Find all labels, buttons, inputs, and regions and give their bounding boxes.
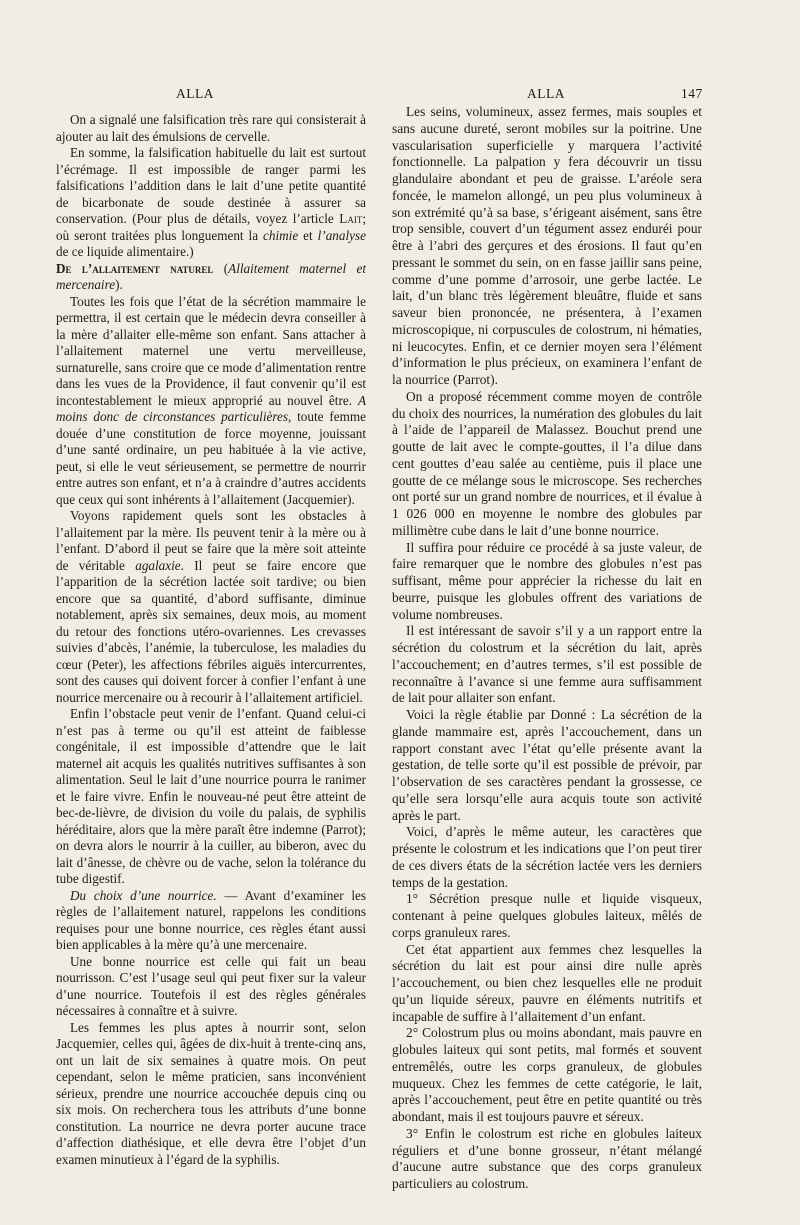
paragraph: 1° Sécrétion presque nulle et liquide visqueux, contenant à peine quelques globules laiteux, mêlés de corps granuleux rares.: [392, 891, 702, 940]
paragraph: 2° Colostrum plus ou moins abondant, mais pauvre en globules laiteux qui sont petits, mal formés et souvent entremêlés, outre les corps granuleux, de globules muqueux. Chez les femmes de cette catégorie, le lait, après l’accouchement, peut être en petite quantité ou très abondant, mais il est toujours pauvre et séreux.: [392, 1025, 702, 1124]
header-left-word: ALLA: [176, 86, 214, 101]
cross-reference-lait: Lait: [339, 211, 363, 226]
left-column: [56, 112, 366, 1168]
section-heading: De l’allaitement naturel (Allaitement maternel et mercenaire).: [56, 260, 366, 292]
paragraph: Cet état appartient aux femmes chez lesquelles la sécrétion du lait est pour ainsi dire nulle après l’accouchement, ou bien chez lesquelles elle ne produit qu’un liquide séreux, pauvre en éléments nutritifs et incapable de suffire à l’allaitement d’un enfant.: [392, 941, 702, 1024]
right-column: [392, 104, 702, 1193]
subsection-paragraph: Du choix d’une nourrice. — Avant d’examiner les règles de l’allaitement naturel, rappelons les conditions requises pour une bonne nourrice, ces règles étant aussi bien applicables à la mère qu’à une mercenaire.: [56, 887, 366, 952]
header-center-word: ALLA: [527, 86, 565, 101]
paragraph: Voici, d’après le même auteur, les caractères que présente le colostrum et les indications que l’on peut tirer de ces divers états de la sécrétion lactée vers les derniers temps de la gestation.: [392, 824, 702, 890]
paragraph: Il suffira pour réduire ce procédé à sa juste valeur, de faire remarquer que le nombre des globules n’est pas suffisant, même pour apprécier la richesse du lait en beurre, puisque les globules offrent des variations de volume nombreuses.: [392, 539, 702, 622]
page-number: 147: [681, 86, 703, 101]
paragraph: On a signalé une falsification très rare qui consisterait à ajouter au lait des émulsions de cervelle.: [56, 112, 366, 144]
paragraph: Voici la règle établie par Donné : La sécrétion de la glande mammaire est, après l’accouchement, dans un rapport constant avec l’état qu’elle présente avant la gestation, de telle sorte qu’il est possible de prévoir, par l’observation de ses caractères pendant la grossesse, ce qu’elle sera lorsqu’elle aura acquis toute son activité après le part.: [392, 707, 702, 823]
running-header: [0, 86, 800, 106]
paragraph: Enfin l’obstacle peut venir de l’enfant. Quand celui-ci n’est pas à terme ou qu’il est atteint de faiblesse congénitale, il est impossible d’attendre que le lait maternel ait acquis les qualités nutritives suffisantes à son alimentation. Seul le lait d’une nourrice pourra le ranimer et le faire vivre. Enfin le nouveau-né peut être atteint de bec-de-lièvre, de division du voile du palais, de syphilis héréditaire, alors que la mère paraît être indemne (Parrot); on devra alors le nourrir à la cuiller, au biberon, avec du lait d’ânesse, de chèvre ou de vache, selon la tolérance du tube digestif.: [56, 706, 366, 886]
paragraph: 3° Enfin le colostrum est riche en globules laiteux réguliers et d’une bonne grosseur, n’étant mélangé d’aucune autre substance que des corps granuleux particuliers au colostrum.: [392, 1125, 702, 1191]
paragraph: Les seins, volumineux, assez fermes, mais souples et sans aucune dureté, seront mobiles sur la poitrine. Une vascularisation superficielle y marquera l’activité fonctionnelle. La palpation y fera découvrir un tissu glandulaire abondant et peu de graisse. L’aréole sera foncée, le mamelon allongé, un peu plus volumineux à son extrémité qu’à sa base, s’érigeant aisément, sans être trop sensible, couvert d’un tégument assez enduréi pour être à l’abri des gerçures et des érosions. Il faut qu’en pressant le sommet du sein, on en fasse jaillir sans peine, comme d’une pomme d’arrosoir, une gerbe lactée. Le lait, d’un blanc très légèrement bleuâtre, fluide et sans saveur bien prononcée, ne présentera, à l’examen microscopique, ni corpuscules de colostrum, ni hématies, ni leucocytes. Enfin, et ce dernier moyen sera l’élément d’information le plus précieux, on examinera l’enfant de la nourrice (Parrot).: [392, 104, 702, 387]
paragraph: Il est intéressant de savoir s’il y a un rapport entre la sécrétion du colostrum et la sécrétion du lait, après l’accouchement; en d’autres termes, s’il est possible de reconnaître à l’avance si une femme aura suffisamment de lait pour allaiter son enfant.: [392, 623, 702, 706]
paragraph: Une bonne nourrice est celle qui fait un beau nourrisson. C’est l’usage seul qui peut fixer sur la valeur d’une nourrice. Toutefois il est des règles générales nécessaires à connaître et à suivre.: [56, 953, 366, 1018]
paragraph: Voyons rapidement quels sont les obstacles à l’allaitement par la mère. Ils peuvent tenir à la mère ou à l’enfant. D’abord il peut se faire que la mère soit atteinte de véritable agalaxie. Il peut se faire encore que l’apparition de la sécrétion lactée soit tardive; ou bien encore que sa quantité, d’abord suffisante, diminue notablement, après six semaines, deux mois, au moment du retour des fonctions utéro-ovariennes. Les crevasses suivies d’abcès, l’anémie, la tuberculose, les maladies du cœur (Peter), les affections fébriles aiguës intercurrentes, sont des causes qui doivent forcer à confier l’enfant à une nourrice mercenaire ou à recourir à l’allaitement artificiel.: [56, 508, 366, 705]
paragraph: Toutes les fois que l’état de la sécrétion mammaire le permettra, il est certain que le médecin devra conseiller à la mère d’allaiter elle-même son enfant. Sans attacher à l’allaitement maternel une vertu merveilleuse, surnaturelle, sans croire que ce mode d’alimentation rentre dans les vues de la Providence, il faut convenir qu’il est incontestablement le mieux approprié au nouvel être. A moins donc de circonstances particulières, toute femme douée d’une constitution de force moyenne, jouissant d’une santé ordinaire, un peu habituée à la vie active, peut, si elle le veut sérieusement, se permettre de nourrir entre autres son enfant, et n’a à craindre d’autres accidents que ceux qui sont inhérents à l’allaitement (Jacquemier).: [56, 293, 366, 507]
paragraph: Les femmes les plus aptes à nourrir sont, selon Jacquemier, celles qui, âgées de dix-huit à trente-cinq ans, ont un lait de six semaines à quatre mois. On peut cependant, selon le même praticien, sans inconvénient sérieux, prendre une nourrice accouchée depuis cinq ou six mois. On recherchera tous les attributs d’une bonne constitution. La nourrice ne devra porter aucune trace d’affection diathésique, et elle devra être l’objet d’un examen minutieux à l’égard de la syphilis.: [56, 1019, 366, 1167]
paragraph: On a proposé récemment comme moyen de contrôle du choix des nourrices, la numération des globules du lait à l’aide de l’appareil de Malassez. Bouchut prend une goutte de lait avec le compte-gouttes, il l’a dilue dans cent gouttes d’eau salée au centième, puis il place une goutte de ce mélange sous le microscope. Ses recherches ont porté sur un grand nombre de nourrices, et il évalue à 1 026 000 en moyenne le nombre des globules par millimètre cube dans le lait d’une bonne nourrice.: [392, 388, 702, 538]
paragraph: En somme, la falsification habituelle du lait est surtout l’écrémage. Il est impossible de ranger parmi les falsifications l’addition dans le lait d’une petite quantité de bicarbonate de soude destinée à assurer sa conservation. (Pour plus de détails, voyez l’article Lait; où seront traitées plus longuement la chimie et l’analyse de ce liquide alimentaire.): [56, 145, 366, 259]
